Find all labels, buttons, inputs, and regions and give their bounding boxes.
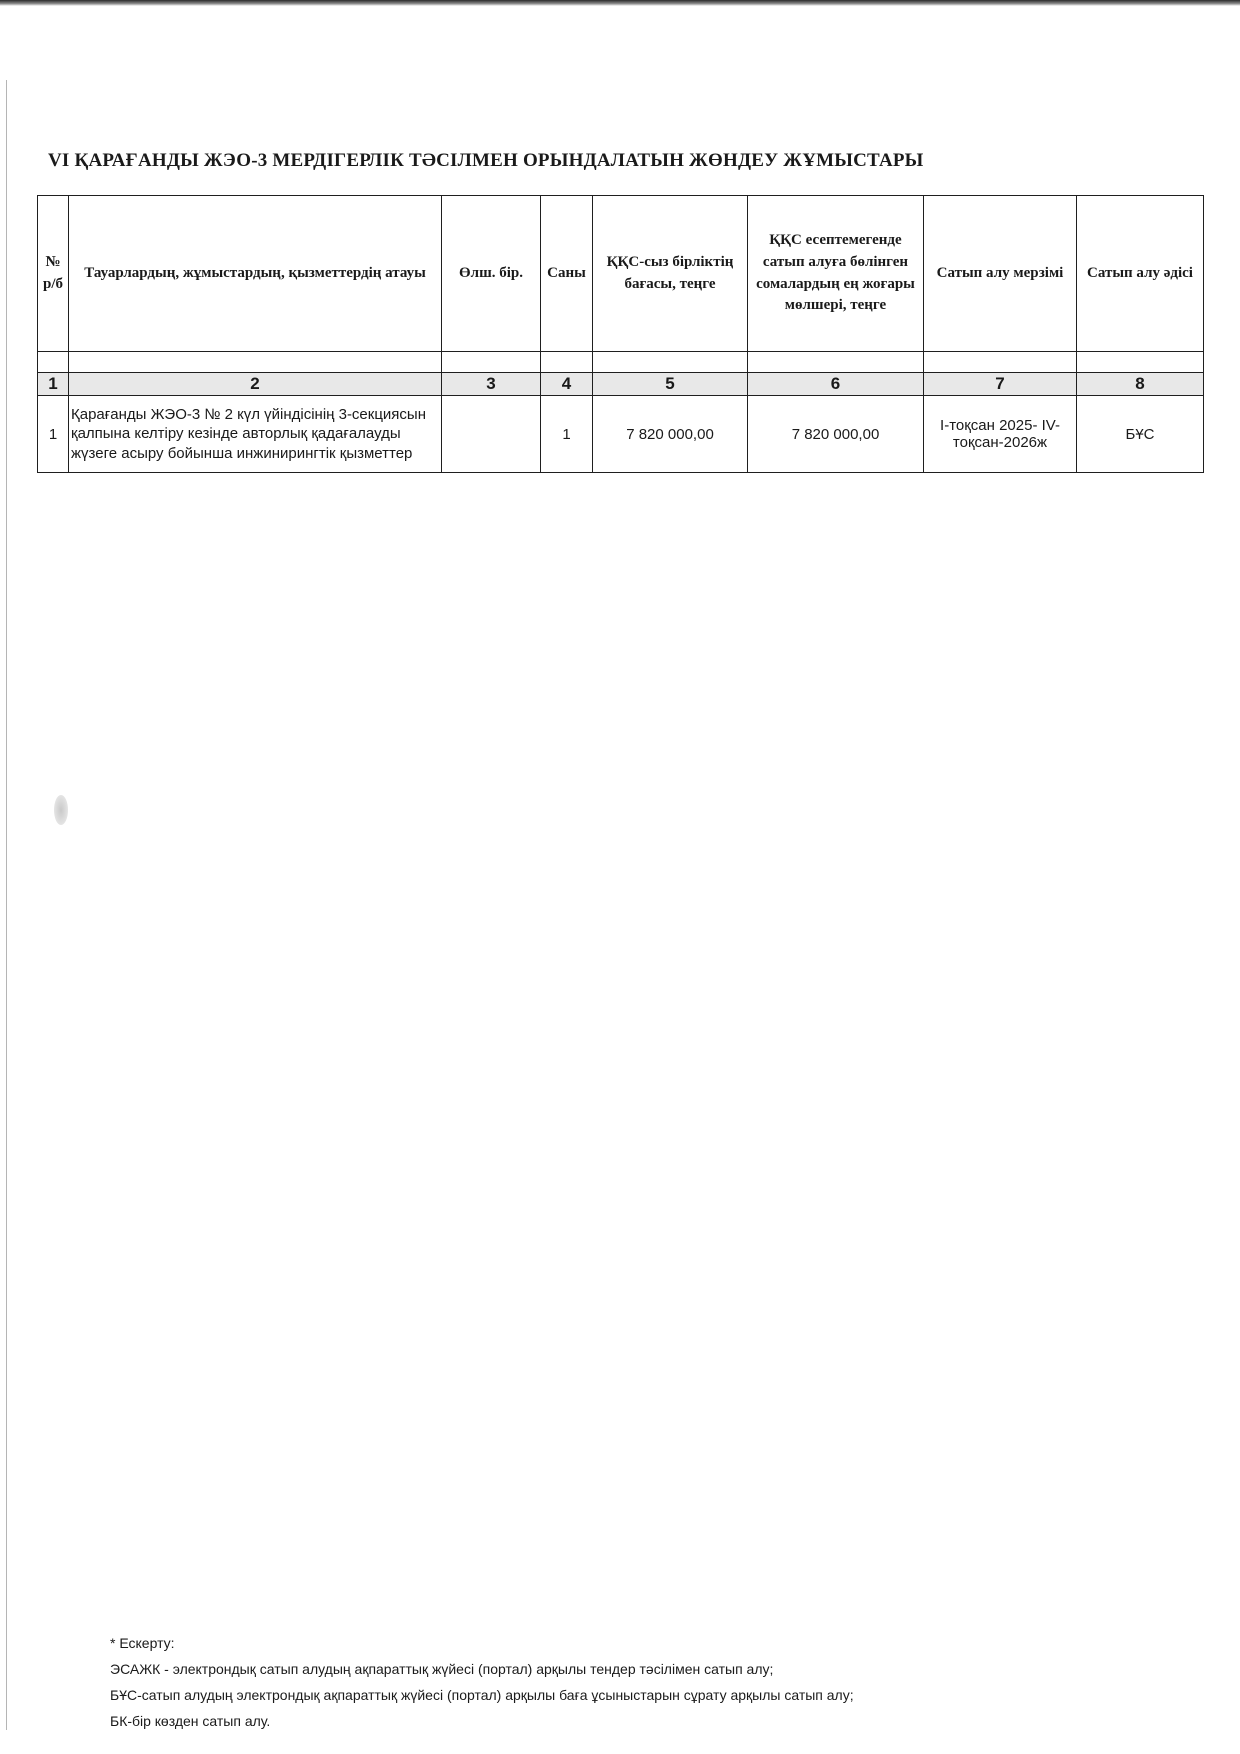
header-name: Тауарлардың, жұмыстардың, қызметтердің атауы (69, 196, 442, 352)
column-number: 2 (69, 373, 442, 396)
cell-name: Қарағанды ЖЭО-3 № 2 күл үйіндісінің 3-секциясын қалпына келтіру кезінде авторлық қадағалауды жүзеге асыру бойынша инжинирингтік қызметтер (69, 396, 442, 473)
column-number: 5 (593, 373, 748, 396)
procurement-table (37, 195, 1204, 473)
cell-period: І-тоқсан 2025- ІV-тоқсан-2026ж (924, 396, 1077, 473)
cell-price: 7 820 000,00 (593, 396, 748, 473)
column-number: 6 (748, 373, 924, 396)
cell-unit (442, 396, 541, 473)
header-unit: Өлш. бір. (442, 196, 541, 352)
cell-method: БҰС (1077, 396, 1204, 473)
column-number: 4 (541, 373, 593, 396)
header-max-amount: ҚҚС есептемегенде сатып алуға бөлінген сомалардың ең жоғары мөлшері, теңге (748, 196, 924, 352)
scan-edge-left (6, 80, 7, 1730)
header-price: ҚҚС-сыз бірліктің бағасы, теңге (593, 196, 748, 352)
column-number: 1 (38, 373, 69, 396)
cell-qty: 1 (541, 396, 593, 473)
column-number: 7 (924, 373, 1077, 396)
scan-edge-top (0, 0, 1240, 6)
footnote-heading: * Ескерту: (110, 1635, 175, 1651)
header-qty: Саны (541, 196, 593, 352)
column-number: 3 (442, 373, 541, 396)
header-num: № р/б (38, 196, 69, 352)
footnote-line: БК-бір көзден сатып алу. (110, 1713, 271, 1729)
table-row (38, 396, 1204, 473)
table-spacer-row (38, 352, 1204, 373)
cell-max-amount: 7 820 000,00 (748, 396, 924, 473)
column-number-row (38, 373, 1204, 396)
punch-hole-mark (54, 795, 68, 825)
cell-num: 1 (38, 396, 69, 473)
column-number: 8 (1077, 373, 1204, 396)
footnote-line: ЭСАЖК - электрондық сатып алудың ақпараттық жүйесі (портал) арқылы тендер тәсілімен сатып алу; (110, 1661, 774, 1677)
table-header-row (38, 196, 1204, 352)
footnote (110, 1630, 854, 1734)
footnote-line: БҰС-сатып алудың электрондық ақпараттық жүйесі (портал) арқылы баға ұсыныстарын сұрату арқылы сатып алу; (110, 1687, 854, 1703)
header-method: Сатып алу әдісі (1077, 196, 1204, 352)
header-period: Сатып алу мерзімі (924, 196, 1077, 352)
section-title: VI ҚАРАҒАНДЫ ЖЭО-3 МЕРДІГЕРЛІК ТӘСІЛМЕН ОРЫНДАЛАТЫН ЖӨНДЕУ ЖҰМЫСТАРЫ (48, 150, 924, 171)
